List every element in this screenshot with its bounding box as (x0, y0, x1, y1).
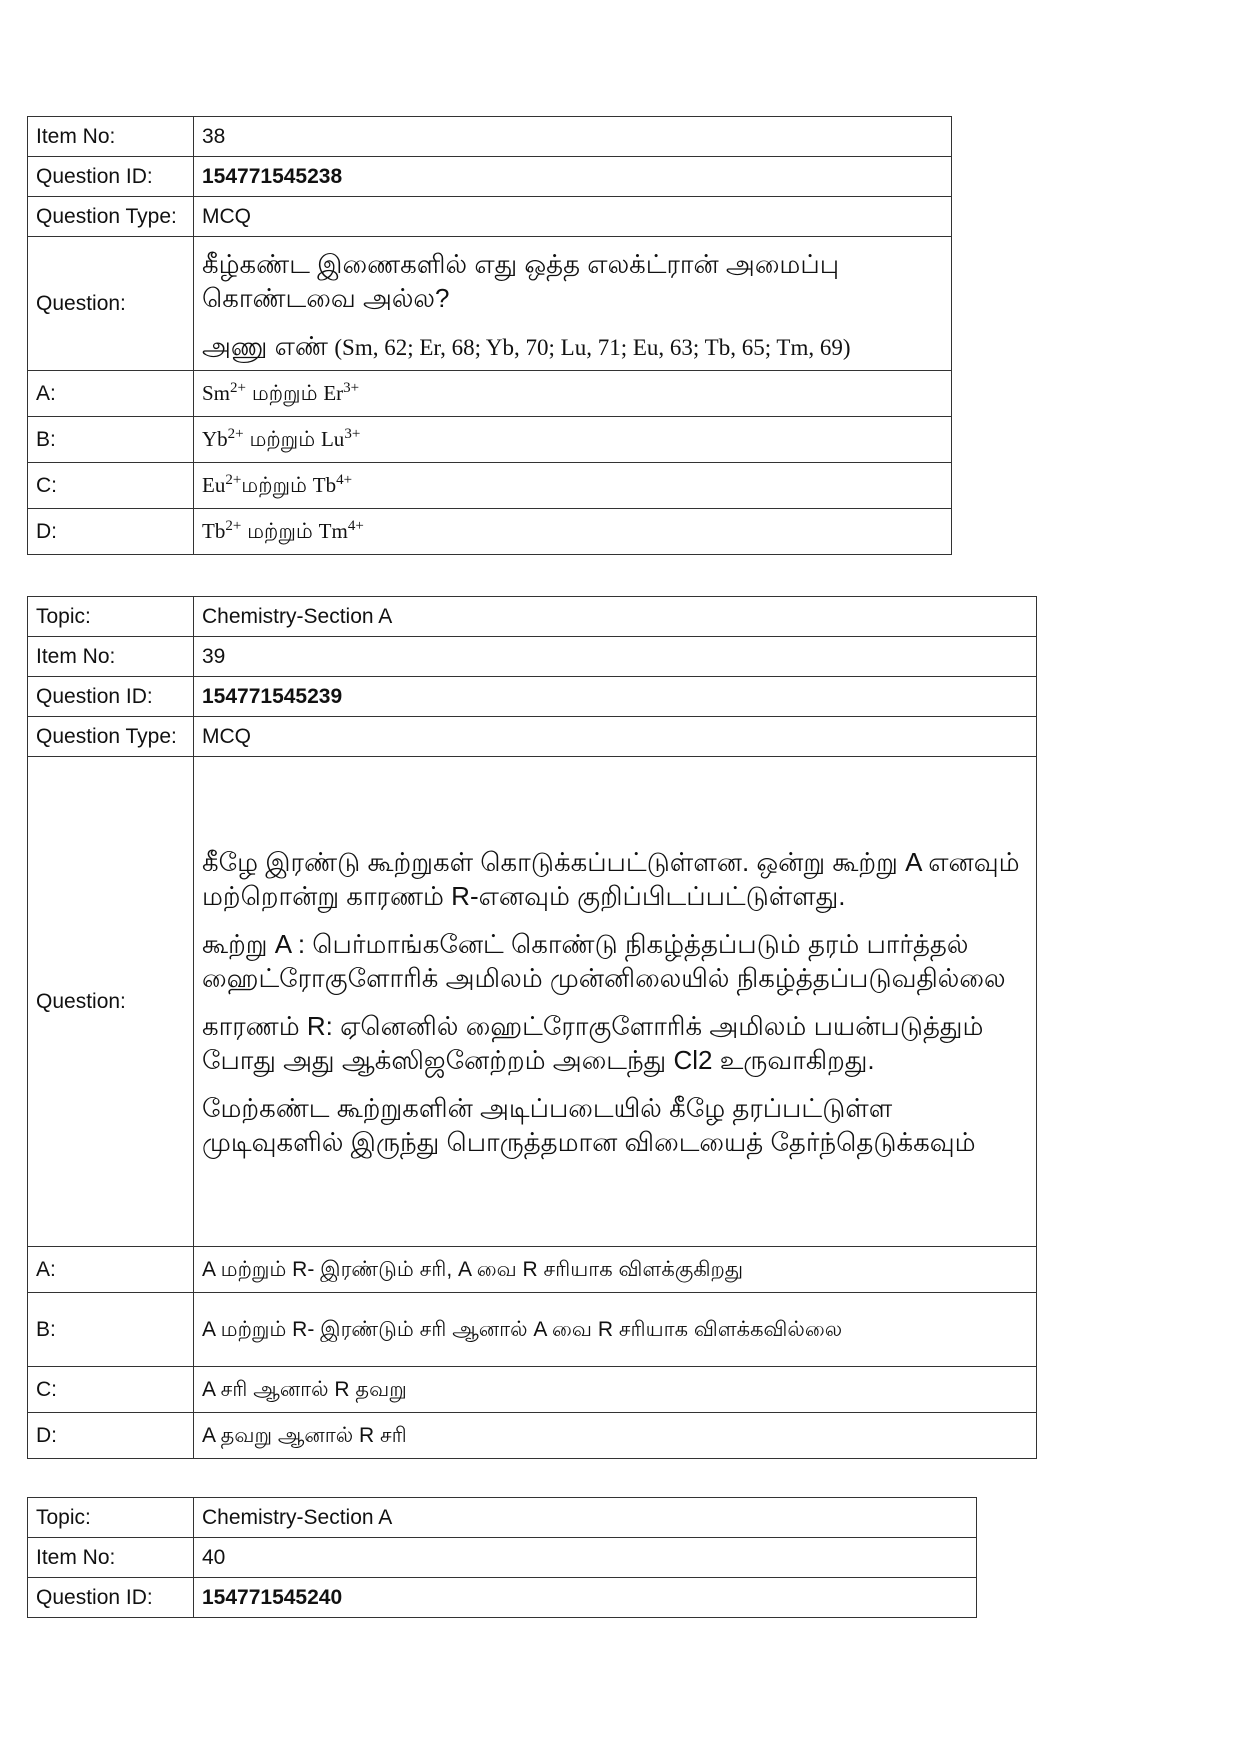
question-id-label: Question ID: (28, 677, 194, 717)
item-no-value: 39 (194, 637, 1037, 677)
question-id-value: 154771545240 (194, 1578, 977, 1618)
atomic-numbers: அணு எண் (Sm, 62; Er, 68; Yb, 70; Lu, 71; Eu, 63; Tb, 65; Tm, 69) (202, 330, 851, 361)
option-b-label: B: (28, 1293, 194, 1367)
topic-label: Topic: (28, 1498, 194, 1538)
question-id-value: 154771545239 (194, 677, 1037, 717)
option-b-label: B: (28, 417, 194, 463)
item-no-label: Item No: (28, 1538, 194, 1578)
question-label: Question: (28, 757, 194, 1247)
option-b-row (28, 1293, 1037, 1367)
assertion-paragraph: கூற்று A : பெர்மாங்கனேட் கொண்டு நிகழ்த்தப்படும் தரம் பார்த்தல் ஹைட்ரோகுளோரிக் அமிலம் முன்னிலையில் நிகழ்த்தப்படுவதில்லை (202, 928, 1006, 993)
option-a-label: A: (28, 371, 194, 417)
instruction-paragraph: மேற்கண்ட கூற்றுகளின் அடிப்படையில் கீழே தரப்பட்டுள்ள முடிவுகளில் இருந்து பொருத்தமான விடையைத் தேர்ந்தெடுக்கவும் (202, 1092, 976, 1157)
question-id-label: Question ID: (28, 1578, 194, 1618)
option-c-row (28, 463, 952, 509)
question-id-label: Question ID: (28, 157, 194, 197)
question-row (28, 237, 952, 371)
item-no-value: 38 (194, 117, 952, 157)
option-b-row (28, 417, 952, 463)
question-body (194, 237, 952, 371)
question-39-table (27, 596, 1037, 1459)
question-id-row (28, 1578, 977, 1618)
option-b-text: $Yb^{2+}$ மற்றும் $Lu^{3+}$ (194, 417, 952, 463)
reason-paragraph: காரணம் R: ஏனெனில் ஹைட்ரோகுளோரிக் அமிலம் பயன்படுத்தும் போது அது ஆக்ஸிஜனேற்றம் அடைந்து Cl2 உருவாகிறது. (202, 1010, 984, 1075)
topic-row (28, 1498, 977, 1538)
question-id-row (28, 677, 1037, 717)
option-d-text: A தவறு ஆனால் R சரி (194, 1413, 1037, 1459)
option-a-text: A மற்றும் R- இரண்டும் சரி, A வை R சரியாக விளக்குகிறது (194, 1247, 1037, 1293)
option-c-label: C: (28, 1367, 194, 1413)
option-a-row (28, 371, 952, 417)
topic-label: Topic: (28, 597, 194, 637)
question-body (194, 757, 1037, 1247)
topic-value: Chemistry-Section A (194, 1498, 977, 1538)
question-id-row (28, 157, 952, 197)
option-b-text: A மற்றும் R- இரண்டும் சரி ஆனால் A வை R சரியாக விளக்கவில்லை (194, 1293, 1037, 1367)
item-no-label: Item No: (28, 637, 194, 677)
item-no-row (28, 1538, 977, 1578)
question-type-row (28, 197, 952, 237)
item-no-label: Item No: (28, 117, 194, 157)
option-d-row (28, 509, 952, 555)
option-a-row (28, 1247, 1037, 1293)
item-no-value: 40 (194, 1538, 977, 1578)
question-label: Question: (28, 237, 194, 371)
option-d-label: D: (28, 1413, 194, 1459)
option-d-label: D: (28, 509, 194, 555)
topic-value: Chemistry-Section A (194, 597, 1037, 637)
option-c-text: $Eu^{2+}மற்றும்$ $Tb^{4+}$ (194, 463, 952, 509)
item-no-row (28, 117, 952, 157)
question-type-value: MCQ (194, 717, 1037, 757)
topic-row (28, 597, 1037, 637)
question-text: கீழ்கண்ட இணைகளில் எது ஒத்த எலக்ட்ரான் அமைப்பு கொண்டவை அல்ல? (202, 248, 840, 313)
option-a-label: A: (28, 1247, 194, 1293)
option-d-row (28, 1413, 1037, 1459)
question-row (28, 757, 1037, 1247)
question-38-table (27, 116, 952, 555)
question-type-row (28, 717, 1037, 757)
question-type-label: Question Type: (28, 717, 194, 757)
question-type-value: MCQ (194, 197, 952, 237)
option-a-text: $Sm^{2+}$ மற்றும் $Er^{3+}$ (194, 371, 952, 417)
question-paragraph: கீழே இரண்டு கூற்றுகள் கொடுக்கப்பட்டுள்ளன. ஒன்று கூற்று A எனவும் மற்றொன்று காரணம் R-எனவும் குறிப்பிடப்பட்டுள்ளது. (202, 846, 1020, 911)
option-c-text: A சரி ஆனால் R தவறு (194, 1367, 1037, 1413)
option-c-row (28, 1367, 1037, 1413)
question-40-table (27, 1497, 977, 1618)
item-no-row (28, 637, 1037, 677)
option-d-text: $Tb^{2+}$ மற்றும் $Tm^{4+}$ (194, 509, 952, 555)
question-type-label: Question Type: (28, 197, 194, 237)
question-id-value: 154771545238 (194, 157, 952, 197)
option-c-label: C: (28, 463, 194, 509)
